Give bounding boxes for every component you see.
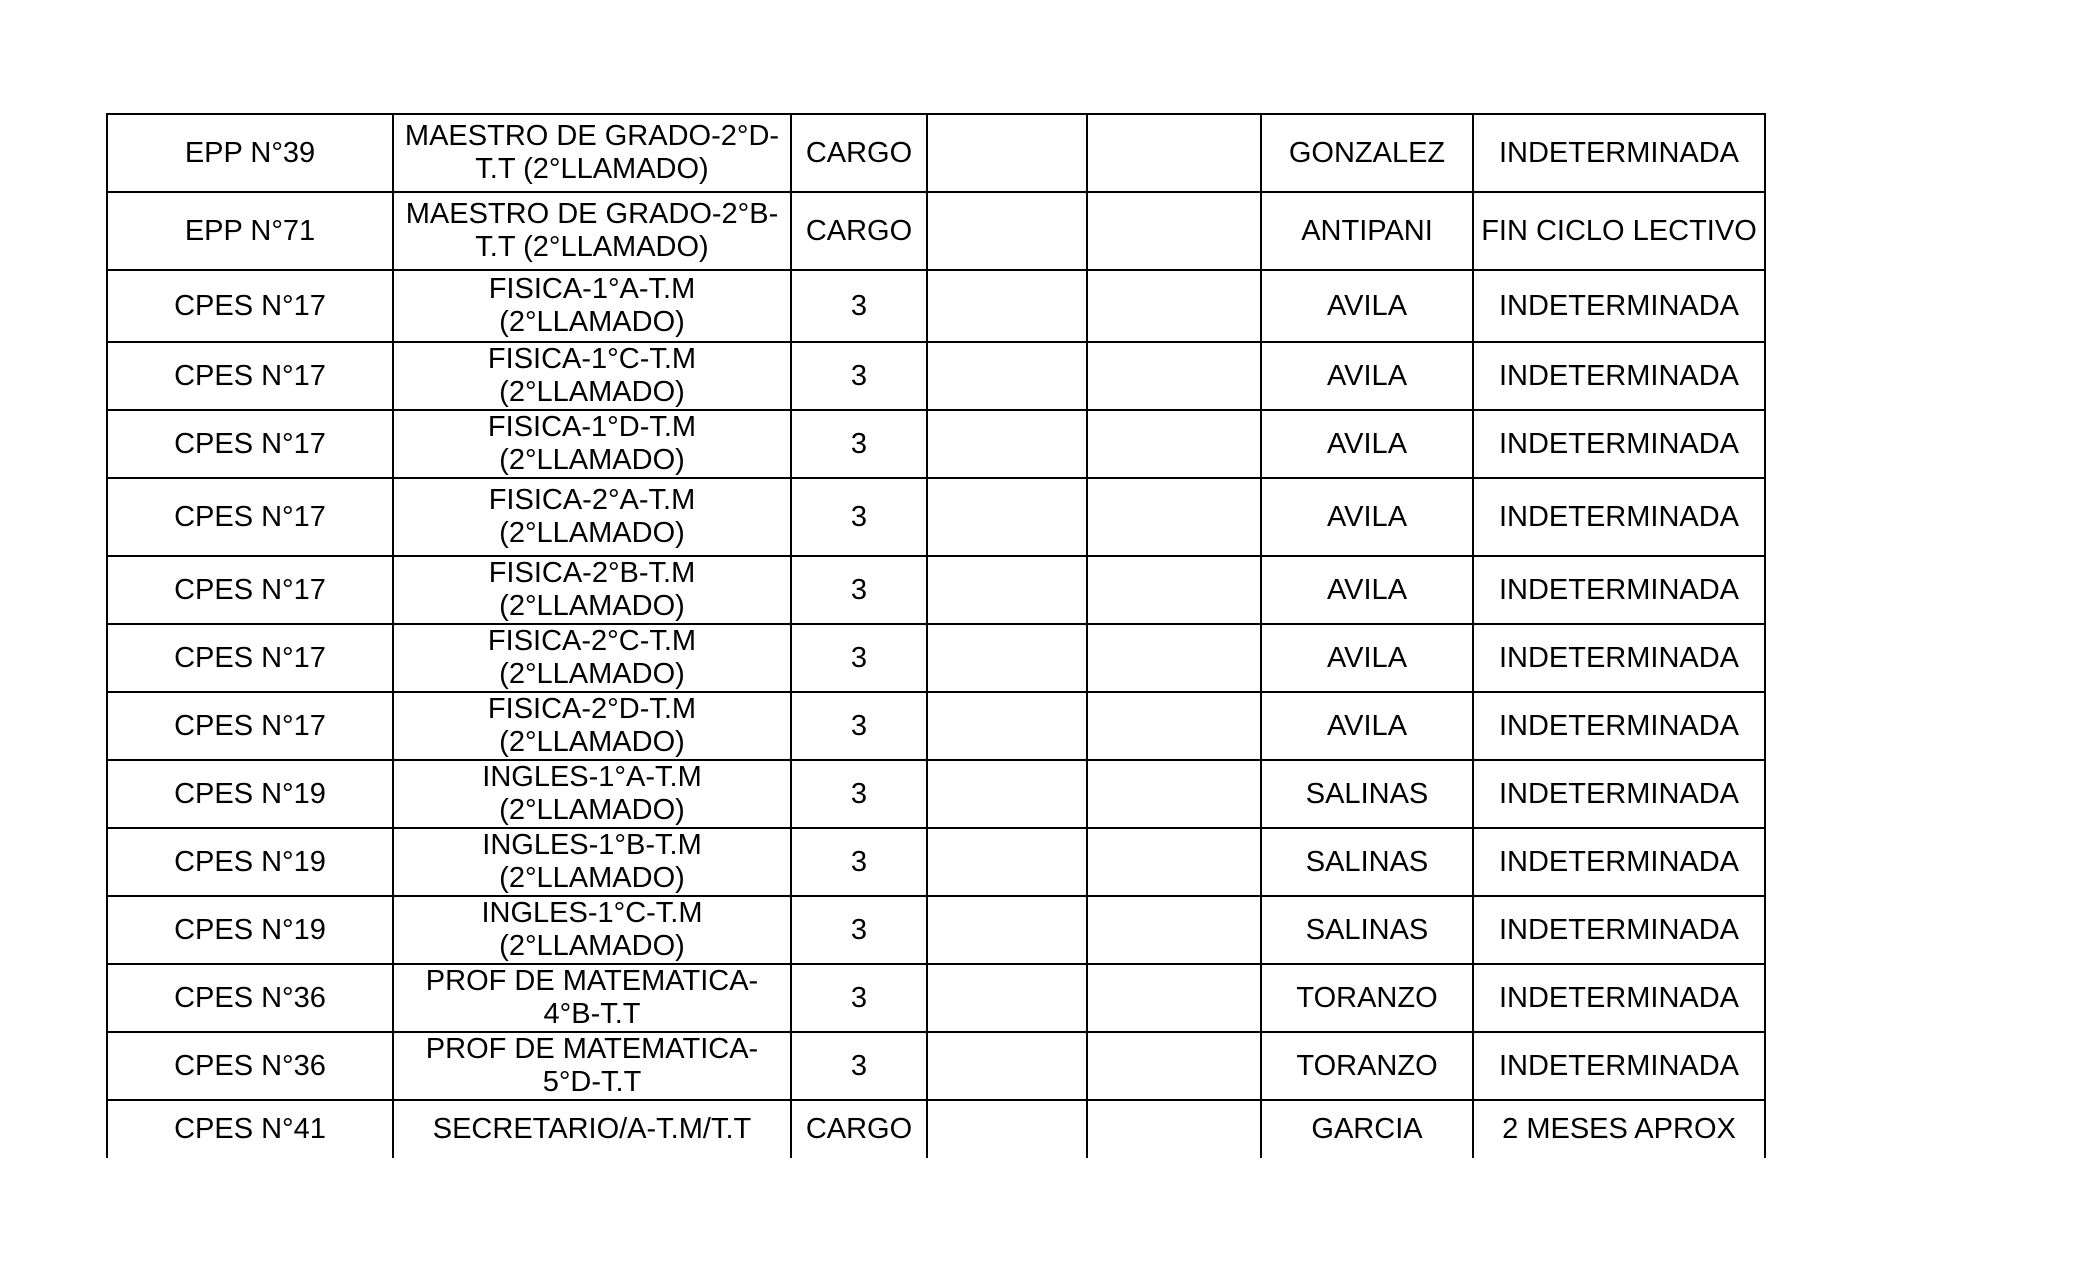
empty-cell: [927, 1100, 1087, 1158]
table-row: [107, 964, 1765, 1032]
subject-cell: FISICA-2°A-T.M (2°LLAMADO): [393, 478, 791, 556]
duration-cell: INDETERMINADA: [1473, 624, 1765, 692]
school-cell: CPES N°41: [107, 1100, 393, 1158]
school-cell: CPES N°17: [107, 270, 393, 342]
surname-cell: AVILA: [1261, 342, 1473, 410]
table-row: [107, 760, 1765, 828]
hours-cell: 3: [791, 270, 927, 342]
empty-cell: [927, 828, 1087, 896]
duration-cell: INDETERMINADA: [1473, 556, 1765, 624]
vacancies-table: [106, 113, 1766, 1158]
subject-cell: INGLES-1°C-T.M (2°LLAMADO): [393, 896, 791, 964]
duration-cell: INDETERMINADA: [1473, 692, 1765, 760]
empty-cell: [1087, 1100, 1261, 1158]
empty-cell: [927, 342, 1087, 410]
surname-cell: GONZALEZ: [1261, 114, 1473, 192]
duration-cell: INDETERMINADA: [1473, 964, 1765, 1032]
surname-cell: AVILA: [1261, 624, 1473, 692]
hours-cell: CARGO: [791, 114, 927, 192]
empty-cell: [927, 896, 1087, 964]
duration-cell: INDETERMINADA: [1473, 478, 1765, 556]
duration-cell: INDETERMINADA: [1473, 896, 1765, 964]
empty-cell: [927, 624, 1087, 692]
subject-cell: FISICA-1°C-T.M (2°LLAMADO): [393, 342, 791, 410]
surname-cell: AVILA: [1261, 410, 1473, 478]
empty-cell: [1087, 624, 1261, 692]
empty-cell: [927, 1032, 1087, 1100]
empty-cell: [927, 760, 1087, 828]
school-cell: CPES N°17: [107, 410, 393, 478]
school-cell: CPES N°17: [107, 624, 393, 692]
empty-cell: [1087, 828, 1261, 896]
table-row: [107, 270, 1765, 342]
hours-cell: 3: [791, 624, 927, 692]
hours-cell: 3: [791, 692, 927, 760]
hours-cell: 3: [791, 1032, 927, 1100]
subject-cell: PROF DE MATEMATICA-4°B-T.T: [393, 964, 791, 1032]
surname-cell: GARCIA: [1261, 1100, 1473, 1158]
table-row: [107, 1100, 1765, 1158]
school-cell: CPES N°36: [107, 1032, 393, 1100]
table-row: [107, 828, 1765, 896]
hours-cell: 3: [791, 760, 927, 828]
school-cell: CPES N°17: [107, 556, 393, 624]
empty-cell: [927, 964, 1087, 1032]
duration-cell: INDETERMINADA: [1473, 828, 1765, 896]
surname-cell: SALINAS: [1261, 760, 1473, 828]
duration-cell: FIN CICLO LECTIVO: [1473, 192, 1765, 270]
duration-cell: INDETERMINADA: [1473, 270, 1765, 342]
empty-cell: [1087, 192, 1261, 270]
empty-cell: [1087, 896, 1261, 964]
school-cell: CPES N°19: [107, 760, 393, 828]
subject-cell: FISICA-1°A-T.M (2°LLAMADO): [393, 270, 791, 342]
empty-cell: [927, 270, 1087, 342]
table-row: [107, 410, 1765, 478]
school-cell: CPES N°19: [107, 828, 393, 896]
empty-cell: [1087, 410, 1261, 478]
duration-cell: INDETERMINADA: [1473, 410, 1765, 478]
subject-cell: FISICA-1°D-T.M (2°LLAMADO): [393, 410, 791, 478]
hours-cell: 3: [791, 478, 927, 556]
subject-cell: FISICA-2°B-T.M (2°LLAMADO): [393, 556, 791, 624]
school-cell: EPP N°39: [107, 114, 393, 192]
empty-cell: [1087, 1032, 1261, 1100]
surname-cell: TORANZO: [1261, 964, 1473, 1032]
school-cell: CPES N°36: [107, 964, 393, 1032]
table-row: [107, 342, 1765, 410]
empty-cell: [927, 478, 1087, 556]
table-row: [107, 692, 1765, 760]
hours-cell: 3: [791, 896, 927, 964]
hours-cell: 3: [791, 964, 927, 1032]
empty-cell: [927, 556, 1087, 624]
empty-cell: [1087, 760, 1261, 828]
subject-cell: PROF DE MATEMATICA-5°D-T.T: [393, 1032, 791, 1100]
empty-cell: [1087, 478, 1261, 556]
empty-cell: [1087, 342, 1261, 410]
surname-cell: AVILA: [1261, 692, 1473, 760]
duration-cell: INDETERMINADA: [1473, 114, 1765, 192]
duration-cell: INDETERMINADA: [1473, 1032, 1765, 1100]
subject-cell: SECRETARIO/A-T.M/T.T: [393, 1100, 791, 1158]
empty-cell: [927, 114, 1087, 192]
hours-cell: 3: [791, 342, 927, 410]
surname-cell: TORANZO: [1261, 1032, 1473, 1100]
school-cell: EPP N°71: [107, 192, 393, 270]
subject-cell: FISICA-2°D-T.M (2°LLAMADO): [393, 692, 791, 760]
surname-cell: AVILA: [1261, 478, 1473, 556]
subject-cell: FISICA-2°C-T.M (2°LLAMADO): [393, 624, 791, 692]
school-cell: CPES N°17: [107, 692, 393, 760]
empty-cell: [1087, 556, 1261, 624]
hours-cell: 3: [791, 410, 927, 478]
empty-cell: [1087, 270, 1261, 342]
hours-cell: CARGO: [791, 1100, 927, 1158]
subject-cell: MAESTRO DE GRADO-2°B-T.T (2°LLAMADO): [393, 192, 791, 270]
table-row: [107, 478, 1765, 556]
duration-cell: 2 MESES APROX: [1473, 1100, 1765, 1158]
table-row: [107, 556, 1765, 624]
table-row: [107, 192, 1765, 270]
school-cell: CPES N°19: [107, 896, 393, 964]
school-cell: CPES N°17: [107, 342, 393, 410]
duration-cell: INDETERMINADA: [1473, 760, 1765, 828]
school-cell: CPES N°17: [107, 478, 393, 556]
hours-cell: 3: [791, 828, 927, 896]
table-row: [107, 624, 1765, 692]
hours-cell: 3: [791, 556, 927, 624]
subject-cell: INGLES-1°A-T.M (2°LLAMADO): [393, 760, 791, 828]
surname-cell: ANTIPANI: [1261, 192, 1473, 270]
table-body: [107, 114, 1765, 1158]
empty-cell: [1087, 114, 1261, 192]
duration-cell: INDETERMINADA: [1473, 342, 1765, 410]
empty-cell: [1087, 964, 1261, 1032]
empty-cell: [927, 192, 1087, 270]
empty-cell: [927, 410, 1087, 478]
table-row: [107, 1032, 1765, 1100]
surname-cell: AVILA: [1261, 270, 1473, 342]
table-row: [107, 114, 1765, 192]
empty-cell: [927, 692, 1087, 760]
surname-cell: SALINAS: [1261, 896, 1473, 964]
subject-cell: INGLES-1°B-T.M (2°LLAMADO): [393, 828, 791, 896]
table-row: [107, 896, 1765, 964]
subject-cell: MAESTRO DE GRADO-2°D-T.T (2°LLAMADO): [393, 114, 791, 192]
surname-cell: SALINAS: [1261, 828, 1473, 896]
surname-cell: AVILA: [1261, 556, 1473, 624]
hours-cell: CARGO: [791, 192, 927, 270]
empty-cell: [1087, 692, 1261, 760]
